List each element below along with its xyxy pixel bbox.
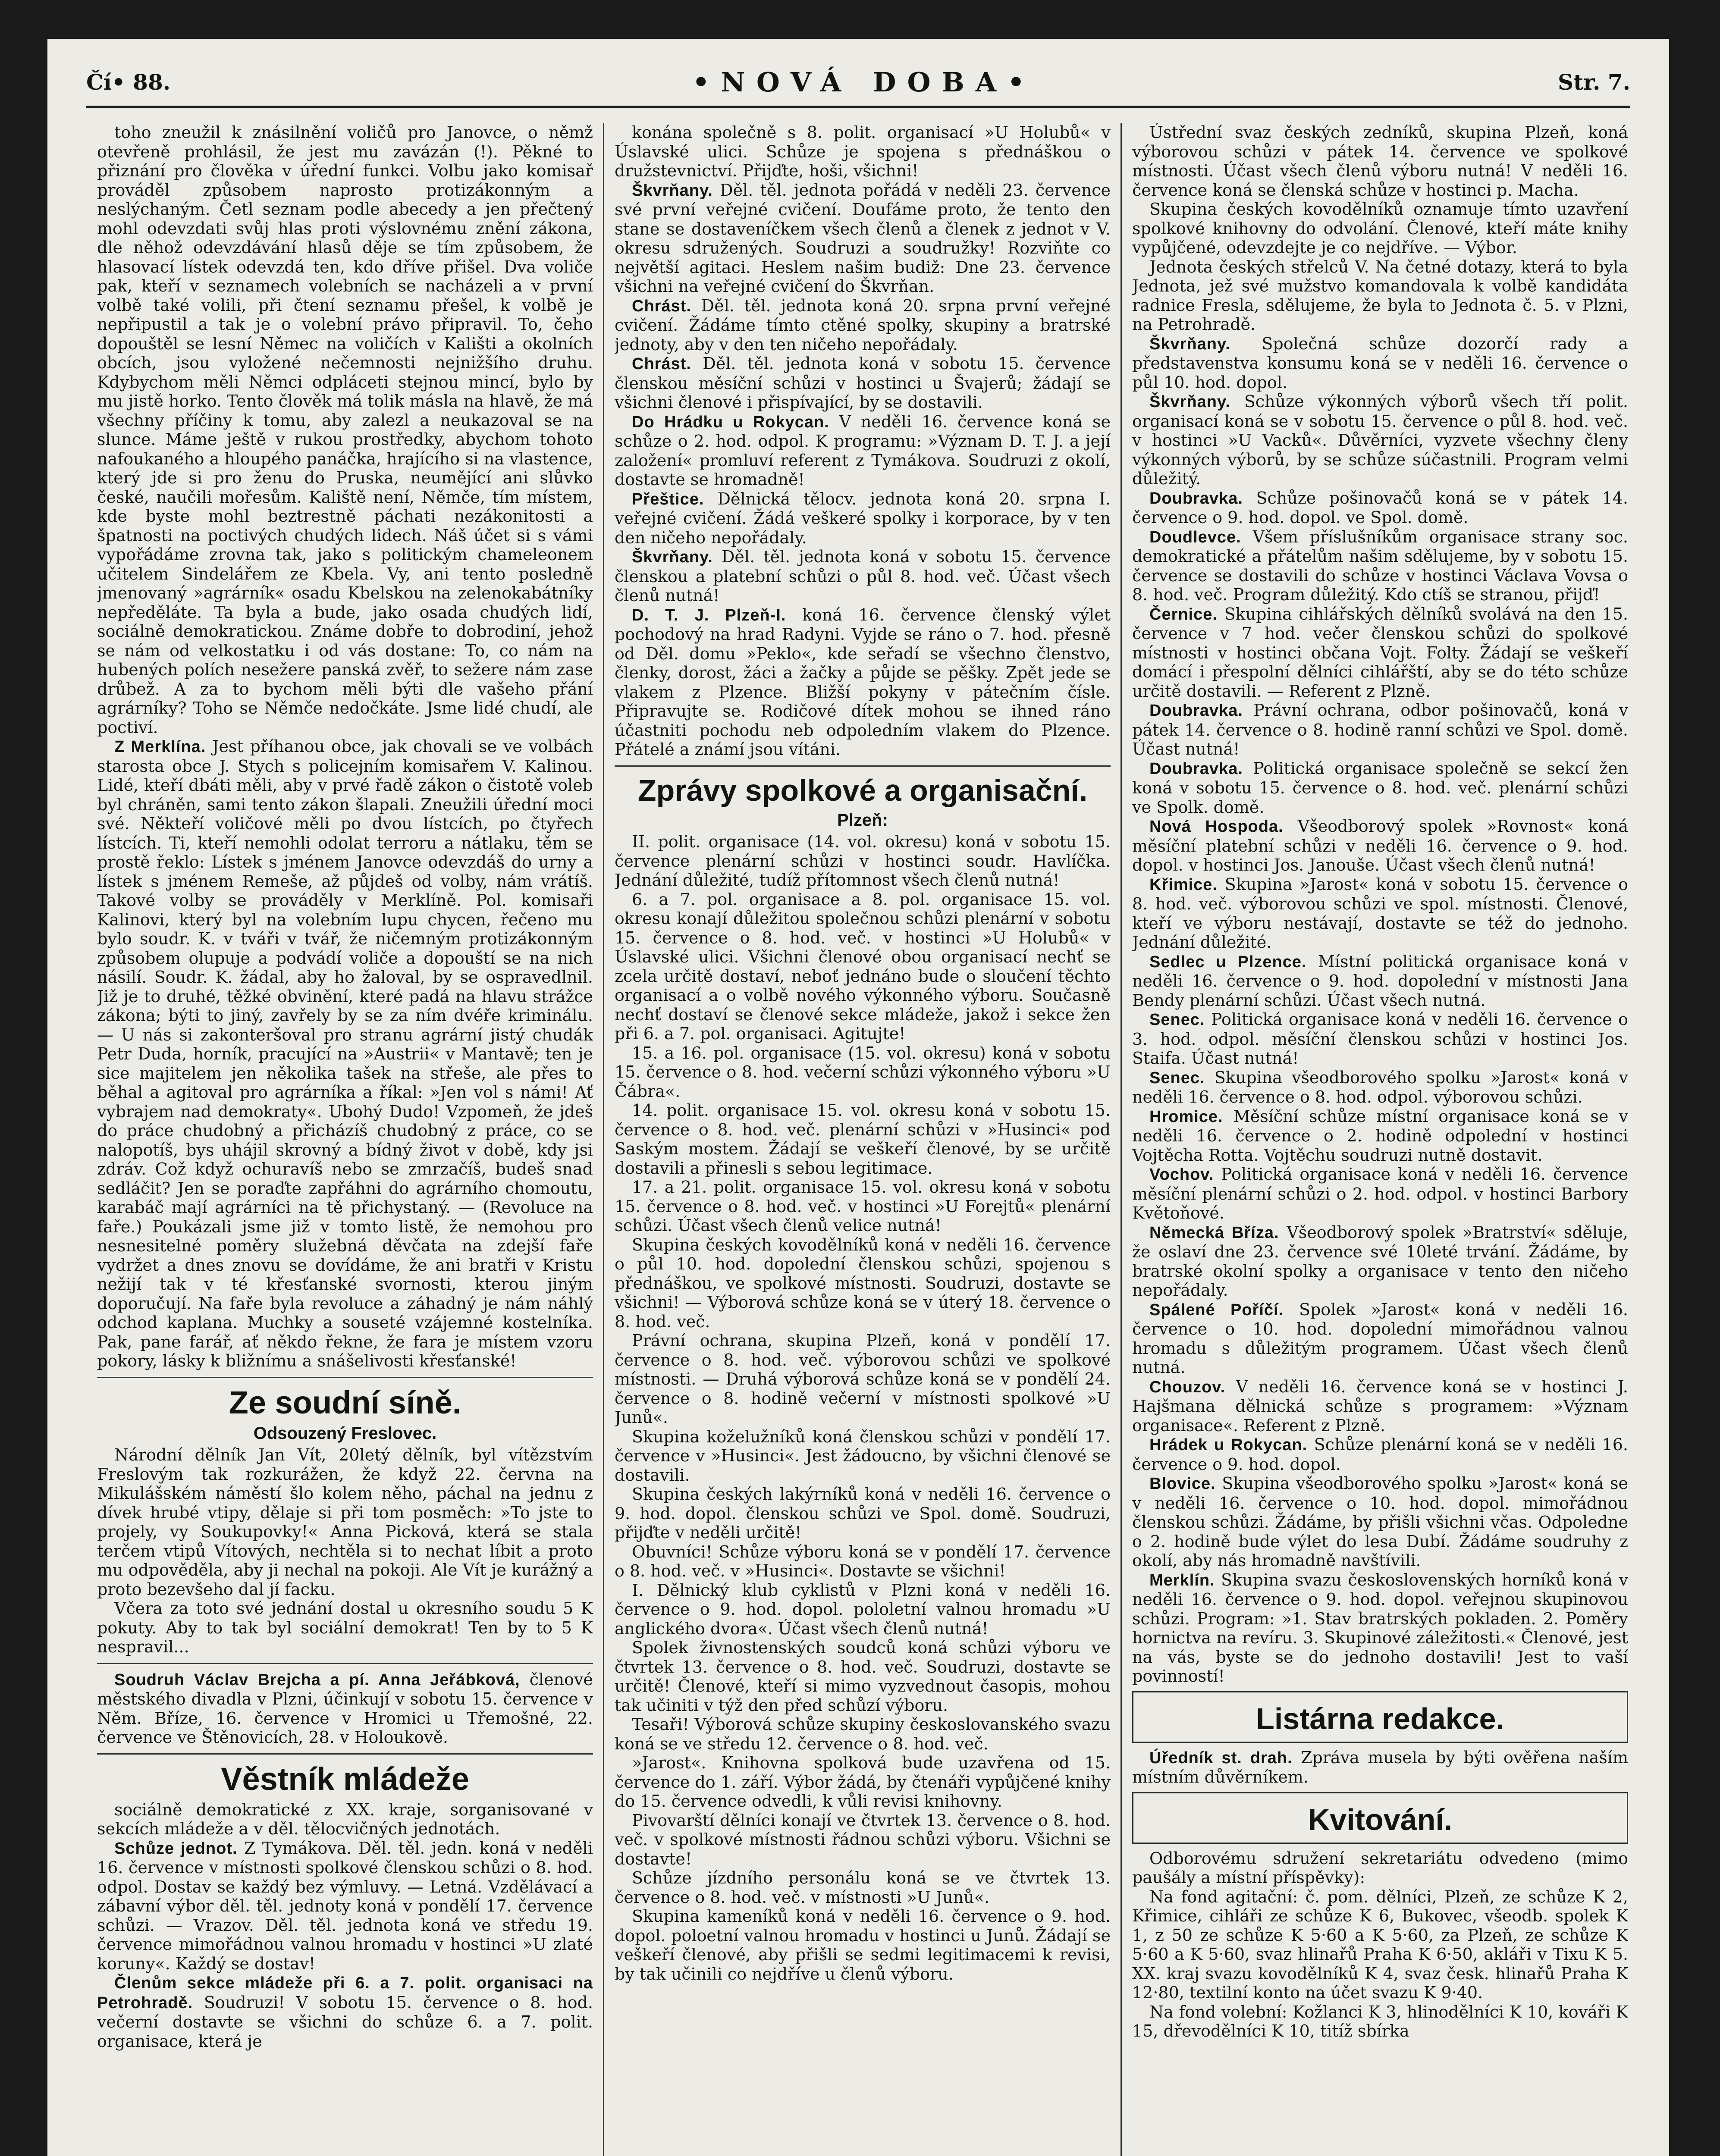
- article-text: Schůze jízdního personálu koná se ve čtvrtek 13. července o 8. hod. več. v místnosti »U Junů«.: [615, 1868, 1111, 1907]
- article-text: Politická organisace koná v neděli 16. července o 3. hod. odpol. měsíční členskou schůzi v hostinci Jos. Staifa. Účast nutná!: [1132, 1010, 1628, 1068]
- column-rule: [1121, 123, 1122, 2156]
- article-heading: Doubravka.: [1149, 759, 1243, 778]
- issue-number: Čí• 88.: [86, 69, 171, 95]
- article-paragraph: [1132, 1010, 1628, 1068]
- article-paragraph: [615, 354, 1111, 412]
- article-text: Všeodborový spolek »Bratrství« sděluje, že oslaví dne 23. července své 10leté trvání. Žádáme, by bratrské okolní spolky a organisace v tento den ničeho nepořádaly.: [1132, 1222, 1628, 1300]
- article-paragraph: [1132, 334, 1628, 392]
- article-paragraph: [615, 181, 1111, 296]
- article-paragraph: [1132, 1377, 1628, 1435]
- article-text: Právní ochrana, odbor pošinovačů, koná v pátek 14. července o 8. hodině ranní schůzi ve Spol. domě. Účast nutná!: [1132, 701, 1628, 758]
- divider: [97, 1377, 593, 1378]
- article-heading: Senec.: [1149, 1069, 1205, 1087]
- article-heading: Senec.: [1149, 1011, 1205, 1029]
- article-text: Dělnická tělocv. jednota koná 20. srpna I. veřejné cvičení. Žádá veškeré spolky i korporace, by v ten den ničeho nepořádaly.: [615, 489, 1111, 547]
- section-title: Ze soudní síně.: [229, 1384, 461, 1420]
- article-heading: Merklín.: [1149, 1571, 1215, 1589]
- section-box: [1132, 1691, 1628, 1743]
- section-subtitle: Odsouzený Freslovec.: [253, 1423, 437, 1443]
- article-text: Schůze výkonných výborů všech tří polit. organisací koná se v sobotu 15. července o půl 8. hod. več. v hostinci »U Vacků«. Důvěrníci, vyzvete všechny členy výkonných výborů, by se schůze súčastnili. Program velmi důležitý.: [1132, 392, 1628, 488]
- page-number: Str. 7.: [1558, 69, 1630, 95]
- article-text: Jednota českých střelců V. Na četné dotazy, která to byla Jednota, jež své mužstvo komandovala k volbě kandidáta radnice Fresla, sdělujeme, že byla to Jednota č. 5. v Plzni, na Petrohradě.: [1132, 257, 1628, 334]
- article-paragraph: [97, 1973, 593, 2051]
- article-text: Na fond agitační: č. pom. dělníci, Plzeň, ze schůze K 2, Křimice, cihláři ze schůze K 6, Bukovec, všeodb. spolek K 1, z 50 ze schůze K 5·60 a K 5·60, za Plzeň, ze schůze K 5·60 a K 5·60, svaz hlinařů Praha K 6·50, akláři v Tixu K 5. XX. kraj svazu kovodělníků K 4, svaz česk. hlinařů Praha K 12·80, textilní konto na účet svazu K 9·40.: [1132, 1887, 1628, 2002]
- article-text: V neděli 16. července koná se v hostinci J. Hajšmana dělnická schůze s programem: »Význam organisace«. Referent z Plzně.: [1132, 1377, 1628, 1435]
- article-heading: Hromice.: [1149, 1107, 1223, 1126]
- article-heading: Chrást.: [632, 355, 691, 373]
- article-text: Skupina cihlářských dělníků svolává na den 15. července v 7 hod. večer členskou schůzi do spolkové místnosti v hostinci občana Vojt. Folty. Žádají se veškeří domácí i přespolní dělníci cihlářští, aby se do této schůze určitě dostavili. — Referent z Plzně.: [1132, 604, 1628, 701]
- article-text: členové městského divadla v Plzni, účinkují v sobotu 15. července v Něm. Bříze, 16. července v Hromici u Třemošné, 22. července ve Štěnovicích, 28. v Holoukově.: [97, 1670, 593, 1747]
- article-paragraph: [1132, 1570, 1628, 1686]
- column-rule: [603, 123, 604, 2156]
- article-heading: Členům sekce mládeže při 6. a 7. polit. organisaci na Petrohradě.: [97, 1974, 593, 2012]
- newspaper-page: [47, 39, 1669, 2156]
- article-paragraph: [615, 489, 1111, 548]
- article-text: Společná schůze dozorčí rady a představenstva konsumu koná se v neděli 16. července o půl 10. hod. dopol.: [1132, 334, 1628, 392]
- section-box: [1132, 1792, 1628, 1844]
- divider: [97, 1753, 593, 1755]
- article-heading: Vochov.: [1149, 1166, 1214, 1184]
- article-paragraph: [1132, 759, 1628, 817]
- article-heading: Přeštice.: [632, 490, 704, 508]
- article-text: Jest příhanou obce, jak chovali se ve volbách starosta obce J. Stych s policejním komisařem V. Kalinou. Lidé, kteří dbáti měli, aby v prvé řadě zákon o čistotě voleb byl chráněn, sami tento zákon šlapali. Zneužili úřední moci své. Někteří voličové měli po dvou lístcích, po čtyřech lístcích. Ti, kteří nemohli odolat terroru a nátlaku, těm se prostě řeklo: Lístek s jménem Janovce odevzdáš do urny a lístek s jménem Remeše, až půjdeš od volby, nám vrátíš. Takové volby se prováděly v Merklíně. Pol. komisaři Kalinovi, který byl na volebním lupu chycen, řečeno mu bylo soudr. K. v tváři v tvář, že ničemným protizákonným způsobem olupuje a podvádí voliče a dopouští se na nich násilí. Soudr. K. žádal, aby ho žaloval, by se ospravedlnil. Již je to druhé, těžké obvinění, které padá na hlavu strážce zákona; býti to jiný, zavřely by se za ním dvéře kriminálu. — U nás si zakonteršoval pro stranu agrární jistý chudák Petr Duda, horník, pracující na »Austrii« v Mantavě; ten je sice majitelem jen několika tašek na střeše, ale přes to běhal a agitoval pro agrárníka a říkal: »Jen vol s námi! Ať vybrajem nad demokraty«. Ubohý Dudo! Vzpomeň, že jdeš do práce chudobný a přicházíš chudobný z práce, co se nalopotíš, bys uhájil skrovný a bídný život v době, kdy jsi zdráv. Což když ochuravíš nebo se zmrzačíš, budeš snad sedláčit? Jen se poraďte zapřáhni do agrárního chomoutu, karabáč mají agrárníci na tě přichystaný. — (Revoluce na faře.) Poukázali jsme již v tomto listě, že nemohou pro nesnesitelné poměry služebná děvčata na zdejší faře vydržet a dnes znovu se dovídáme, že ani bratři v Kristu nežijí tak v té křesťanské svornosti, kterou jiným doporučují. Na faře byla revoluce a záhadný je nám náhlý odchod kaplana. Muchky a souseté vzájemné kostelníka. Pak, pane farář, ať někdo řekne, že fara je místem vzoru pokory, lásky k bližnímu a snášelivosti křesťanské!: [97, 737, 593, 1370]
- article-text: Všeodborový spolek »Rovnost« koná měsíční platební schůzi v neděli 16. července o 9. hod. dopol. v hostinci Jos. Janouše. Účast všech členů nutná!: [1132, 817, 1628, 874]
- article-text: Tesaři! Výborová schůze skupiny českoslovanského svazu koná se ve středu 12. července o 8. hod. več.: [615, 1715, 1111, 1753]
- article-text: sociálně demokratické z XX. kraje, sorganisované v sekcích mládeže a v děl. tělocvičných jednotách.: [97, 1800, 593, 1838]
- article-paragraph: [1132, 1435, 1628, 1474]
- article-text: Ústřední svaz českých zedníků, skupina Plzeň, koná výborovou schůzi v pátek 14. července ve spolkové místnosti. Účast všech členů výboru nutná! V neděli 16. července koná se členská schůze v hostinci p. Macha.: [1132, 123, 1628, 200]
- article-text: Pivovarští dělníci konají ve čtvrtek 13. července o 8. hod. več. v spolkové místnosti řádnou schůzi výboru. Všichni se dostavte!: [615, 1811, 1111, 1868]
- article-text: Skupina svazu československých horníků koná v neděli 16. července o 9. hod. dopol. veřejnou skupinovou schůzi. Program: »1. Stav bratrských pokladen. 2. Poměry hornictva na revíru. 3. Skupinové záležitosti.« Členové, jest na vás, byste se do jednoho dostavili! Jest to vaší povinností!: [1132, 1570, 1628, 1686]
- article-text: Schůze plenární koná se v neděli 16. července o 9. hod. dopol.: [1132, 1435, 1628, 1474]
- article-text: Děl. těl. jednota koná v sobotu 15. července členskou měsíční schůzi v hostinci u Švajerů; žádají se všichni členové i přispívající, by se dostavili.: [615, 354, 1111, 412]
- article-paragraph: [615, 605, 1111, 759]
- article-text: Skupina všeodborového spolku »Jarost« koná se v neděli 16. července o 10. hod. dopol. mimořádnou členskou schůzi. Žádáme, by přišli všichni včas. Odpoledne o 2. hodině bude výlet do lesa Dubí. Žádáme soudruhy z okolí, aby nás hromadně navštívili.: [1132, 1474, 1628, 1570]
- article-paragraph: [1132, 1300, 1628, 1377]
- article-paragraph: [1132, 875, 1628, 952]
- article-text: Na fond volební: Kožlanci K 3, hlinodělníci K 10, kováři K 15, dřevodělníci K 10, titíž sbírka: [1132, 2002, 1628, 2040]
- article-heading: Černice.: [1149, 605, 1218, 624]
- article-text: I. Dělnický klub cyklistů v Plzni koná v neděli 16. července o 9. hod. dopol. pololetní valnou hromadu »U anglického dvora«. Účast všech členů nutná!: [615, 1580, 1111, 1638]
- article-text: Národní dělník Jan Vít, 20letý dělník, byl vítězstvím Freslovým tak rozkurážen, že když 22. června na Mikulášském náměstí šlo kolem něho, páchal na jednu z dívek hrubé vtipy, dělaje si při tom posměch: »To jste to projely, vy Soukupovky!« Anna Picková, která se stala terčem vtipů Vítových, nechtěla si to nechat líbit a proto mu odpověděla, aby ji nechal na pokoji. Ale Vít je kurážný a proto bezevšeho dal jí facku.: [97, 1445, 593, 1599]
- article-heading: Soudruh Václav Brejcha a pí. Anna Jeřábková,: [114, 1670, 520, 1689]
- article-heading: Hrádek u Rokycan.: [1149, 1436, 1308, 1454]
- article-text: Skupina českých kovodělníků koná v neděli 16. července o půl 10. hod. dopolední členskou schůzi, spojenou s přednáškou, ve spolkové místnosti. Soudruzi, dostavte se všichni! — Výborová schůze koná se v úterý 18. července o 8. hod. več.: [615, 1235, 1111, 1331]
- article-text: Právní ochrana, skupina Plzeň, koná v pondělí 17. července o 8. hod. več. výborovou schůzi ve spolkové místnosti. — Druhá výborová schůze koná se v pondělí 24. července o 8. hodině večerní v místnosti spolkové »U Junů«.: [615, 1331, 1111, 1427]
- article-text: Soudruzi! V sobotu 15. července o 8. hod. večerní dostavte se všichni do schůze 6. a 7. polit. organisace, která je: [97, 1993, 593, 2051]
- article-paragraph: [97, 737, 593, 1371]
- article-heading: Doubravka.: [1149, 702, 1243, 720]
- article-paragraph: [1132, 605, 1628, 701]
- article-paragraph: [1132, 527, 1628, 605]
- article-heading: Sedlec u Plzence.: [1149, 953, 1307, 971]
- article-text: Děl. těl. jednota koná v sobotu 15. července členskou a platební schůzi o půl 8. hod. več. Účast všech členů nutná!: [615, 547, 1111, 605]
- article-paragraph: [1132, 1165, 1628, 1223]
- column-2: [615, 123, 1111, 2156]
- article-paragraph: [1132, 952, 1628, 1010]
- article-paragraph: [97, 1839, 593, 1974]
- article-heading: Úředník st. drah.: [1149, 1749, 1293, 1767]
- article-paragraph: [615, 296, 1111, 354]
- article-heading: Škvrňany.: [632, 548, 713, 566]
- article-text: II. polit. organisace (14. vol. okresu) koná v sobotu 15. července plenární schůzi v hostinci soudr. Havlíčka. Jednání důležité, tudíž přítomnost všech členů nutná!: [615, 832, 1111, 890]
- article-paragraph: [1132, 1107, 1628, 1165]
- section-title: Zprávy spolkové a organisační.: [637, 773, 1088, 807]
- article-text: konána společně s 8. polit. organisací »U Holubů« v Úslavské ulici. Schůze je spojena s přednáškou o družstevnictví. Přijďte, hoši, všichni!: [615, 123, 1111, 180]
- article-paragraph: [1132, 1223, 1628, 1300]
- article-text: Spolek »Jarost« koná v neděli 16. července o 10. hod. dopolední mimořádnou valnou hromadu s důležitým programem. Účast všech členů nutná.: [1132, 1300, 1628, 1377]
- section-subtitle: Plzeň:: [837, 810, 888, 830]
- article-text: Měsíční schůze místní organisace koná se v neděli 16. července o 2. hodině odpolední v hostinci Vojtěcha Rotta. Vojtěchu soudruzi nutně dostavit.: [1132, 1106, 1628, 1165]
- article-heading: Škvrňany.: [632, 181, 713, 200]
- divider: [97, 1663, 593, 1664]
- article-text: Skupina kameníků koná v neděli 16. července o 9. hod. dopol. poloetní valnou hromadu v hostinci u Junů. Žádají se veškeří členové, aby přišli se sedmi legitimacemi k revisi, by tak učinili co nejdříve u členů výboru.: [615, 1907, 1111, 1984]
- article-paragraph: [97, 1670, 593, 1747]
- article-text: Včera za toto své jednání dostal u okresního soudu 5 K pokuty. Aby to tak byl sociální demokrat! Ten by to 5 K nespravil...: [97, 1599, 593, 1656]
- page-header: [86, 58, 1630, 108]
- article-text: 14. polit. organisace 15. vol. okresu koná v sobotu 15. července o 8. hod. več. plenární schůzi v »Husinci« pod Saským mostem. Žádají se veškeří členové, by se určitě dostavili a přinesli s sebou legitimace.: [615, 1101, 1111, 1178]
- article-text: Z Tymákova. Děl. těl. jedn. koná v neděli 16. července v místnosti spolkové členskou schůzi o 8. hod. odpol. Dostav se každý bez výmluvy. — Letná. Vzdělávací a zábavní výbor děl. těl. jednoty koná v pondělí 17. července schůzi. — Vrazov. Děl. těl. jednota koná ve středu 19. července mimořádnou valnou hromadu v hostinci »U zlaté koruny«. Každý se dostav!: [97, 1838, 593, 1973]
- article-text: Děl. těl. jednota pořádá v neděli 23. července své první veřejné cvičení. Doufáme proto, že tento den stane se dostaveníčkem všech členů a členek z jednot v V. okresu sdružených. Soudruzi a soudružky! Rozviňte co největší agitaci. Heslem našim budiž: Dne 23. července všichni na veřejné cvičení do Škvrňan.: [615, 180, 1111, 296]
- article-heading: Škvrňany.: [1149, 393, 1230, 411]
- article-paragraph: [1132, 1068, 1628, 1107]
- article-text: koná 16. července členský výlet pochodový na hrad Radyni. Vyjde se ráno o 7. hod. přesně od Děl. domu »Peklo«, kde seřadí se všechno členstvo, členky, dorost, žáci a žačky a půjde se pěšky. Zpět jede se vlakem z Plzence. Bližší pokyny v pátečním čísle. Připravujte se. Rodičové dítek mohou se ihned ráno účastniti pochodu neb odpoledním vlakem do Plzence. Přátelé a známí jsou vítáni.: [615, 605, 1111, 759]
- article-paragraph: [1132, 817, 1628, 875]
- article-heading: Do Hrádku u Rokycan.: [632, 413, 829, 431]
- article-text: »Jarost«. Knihovna spolková bude uzavřena od 15. července do 1. září. Výbor žádá, by čtenáři vypůjčené knihy do 15. července odvedli, k vůli revisi knihovny.: [615, 1753, 1111, 1811]
- column-1: [97, 123, 593, 2156]
- article-text: Obuvníci! Schůze výboru koná se v pondělí 17. července o 8. hod. več. v »Husinci«. Dostavte se všichni!: [615, 1542, 1111, 1580]
- article-text: Politická organisace koná v neděli 16. července měsíční plenární schůzi o 2. hod. odpol. v hostinci Barbory Květoňové.: [1132, 1165, 1628, 1222]
- article-text: Skupina »Jarost« koná v sobotu 15. července o 8. hod. več. výborovou schůzi ve spol. místnosti. Členové, kteří ve výboru nestávají, dostavte se též do jednoho. Jednání důležité.: [1132, 874, 1628, 952]
- article-text: Spolek živnostenských soudců koná schůzi výboru ve čtvrtek 13. července o 8. hod. več. Soudruzi, dostavte se určitě! Členové, kteří si mimo vyzvednout časopis, mohou tak učiniti v týž den před schůzí výboru.: [615, 1638, 1111, 1715]
- article-paragraph: [1132, 489, 1628, 527]
- article-heading: Chrást.: [632, 297, 691, 315]
- article-paragraph: [1132, 1748, 1628, 1787]
- article-text: Zpráva musela by býti ověřena naším místním důvěrníkem.: [1132, 1748, 1628, 1786]
- article-heading: Německá Bříza.: [1149, 1223, 1279, 1242]
- section-title: Kvitování.: [1308, 1802, 1453, 1836]
- article-text: 17. a 21. polit. organisace 15. vol. okresu koná v sobotu 15. července o 8. hod. več. v hostinci »U Forejtů« plenární schůzi. Účast všech členů velice nutná!: [615, 1178, 1111, 1235]
- article-heading: Škvrňany.: [1149, 335, 1230, 353]
- section-title: Věstník mládeže: [221, 1761, 469, 1797]
- article-text: Skupina všeodborového spolku »Jarost« koná v neděli 16. července o 8. hod. odpol. výborovou schůzi.: [1132, 1068, 1628, 1106]
- article-paragraph: [615, 412, 1111, 489]
- article-paragraph: [615, 547, 1111, 605]
- column-3: [1132, 123, 1628, 2156]
- article-heading: Z Merklína.: [114, 738, 206, 756]
- article-heading: Nová Hospoda.: [1149, 818, 1284, 836]
- article-heading: D. T. J. Plzeň-I.: [632, 606, 786, 624]
- section-title: Listárna redakce.: [1256, 1702, 1504, 1736]
- article-text: Všem příslušníkům organisace strany soc. demokratické a přátelům našim sdělujeme, by v sobotu 15. července se dostavili do schůze v hostinci Václava Vovsa o 8. hod. več. Program důležitý. Kdo ctíš se stranou, přijď!: [1132, 527, 1628, 604]
- article-text: Skupina českých kovodělníků oznamuje tímto uzavření spolkové knihovny do odvolání. Členové, kteří máte knihy vypůjčené, odevzdejte je co nejdříve. — Výbor.: [1132, 200, 1628, 257]
- article-text: V neděli 16. července koná se schůze o 2. hod. odpol. K programu: »Význam D. T. J. a její založení« promluví referent z Tymákova. Soudruzi z okolí, dostavte se hromadně!: [615, 412, 1111, 489]
- article-heading: Křimice.: [1149, 875, 1218, 894]
- article-paragraph: [1132, 1474, 1628, 1570]
- article-text: Místní politická organisace koná v neděli 16. července o 9. hod. dopolední v místnosti Jana Bendy plenární schůzi. Účast všech nutná.: [1132, 952, 1628, 1010]
- article-text: toho zneužil k znásilnění voličů pro Janovce, o němž otevřeně prohlásil, že jest mu zavázán (!). Pěkné to přiznání pro člověka v úřední funkci. Volbu jako komisař prováděl způsobem naprosto protizákonným a neslýchaným. Četl seznam podle abecedy a jen přečtený mohl odevzdati svůj hlas proti výslovnému znění zákona, dle něhož odevzdávání hlasů děje se tím způsobem, že hlasovací lístek odevzdá ten, kdo dříve přišel. Dva voliče pak, kteří v seznamech volebních se nacházeli a v první volbě také volili, při čtení seznamu přešel, k volbě je nepřipustil a tak je o volební právo připravil. To, čeho dopouštěl se lesní Němec na voličích v Kališti a okolních obcích, jsou vyložené nečemnosti nejnižšího druhu. Kdybychom měli Němci odpláceti stejnou mincí, bylo by mu jistě horko. Tento člověk má tolik másla na hlavě, že má všechny příčiny k tomu, aby zalezl a neukazoval se na slunce. Máme ještě v rukou prostředky, abychom tohoto nafoukaného a hloupého panáčka, hrajícího si na vlastence, který jde si pro ženu do Pruska, neumějící ani slůvko české, naučili mořesům. Kaliště není, Němče, tím místem, kde byste mohl beztrestně páchati nezákonitosti a špatnosti na poctivých chudých lidech. Náš účet si s vámi vypořádáme zrovna tak, jako s politickým chameleonem učitelem Sindelářem ze Kbela. Vy, ani tento posledně jmenovaný »agrárník« osadu Kbelskou na zelenokabátníky nepředěláte. Ta byla a bude, jako osada chudých lidí, sociálně demokratickou. Známe dobře to dobrodiní, jehož se nám od velkostatku i od vás dostane: To, co nám na hubených polích nesežere panská zvěř, to sežere nám zase drůbež. A za to bychom měli býti dle vašeho přání agrárníky? Toho se Němče nedočkáte. Jsme lidé chudí, ale poctiví.: [97, 123, 593, 737]
- article-heading: Doudlevce.: [1149, 528, 1241, 546]
- article-text: Děl. těl. jednota koná 20. srpna první veřejné cvičení. Žádáme tímto ctěné spolky, skupiny a bratrské jednoty, aby v den ten ničeho nepořádaly.: [615, 296, 1111, 354]
- article-heading: Spálené Poříčí.: [1149, 1300, 1284, 1319]
- article-text: 15. a 16. pol. organisace (15. vol. okresu) koná v sobotu 15. července o 8. hod. večerní schůzi výkonného výboru »U Čábra«.: [615, 1043, 1111, 1101]
- article-heading: Blovice.: [1149, 1475, 1216, 1493]
- newspaper-title: •NOVÁ DOBA•: [692, 66, 1036, 98]
- article-heading: Doubravka.: [1149, 489, 1243, 508]
- article-text: Odborovému sdružení sekretariátu odvedeno (mimo paušály a místní příspěvky):: [1132, 1849, 1628, 1887]
- article-text: Skupina koželužníků koná členskou schůzi v pondělí 17. července v »Husinci«. Jest žádoucno, by všichni členové se dostavili.: [615, 1427, 1111, 1485]
- article-text: Schůze pošinovačů koná se v pátek 14. července o 9. hod. dopol. ve Spol. domě.: [1132, 488, 1628, 527]
- article-paragraph: [1132, 392, 1628, 489]
- divider: [615, 765, 1111, 767]
- article-heading: Schůze jednot.: [114, 1839, 238, 1858]
- article-text: Politická organisace společně se sekcí žen koná v sobotu 15. července o 8. hod. več. plenární schůzi ve Spolk. domě.: [1132, 758, 1628, 817]
- article-paragraph: [1132, 701, 1628, 759]
- article-text: 6. a 7. pol. organisace a 8. pol. organisace 15. vol. okresu konají důležitou společnou schůzi plenární v sobotu 15. července o 8. hod. več. v hostinci »U Holubů« v Úslavské ulici. Všichni členové obou organisací nechť se zcela určitě dostaví, neboť jednáno bude o sloučení těchto organisací a o volbě nového výkonného výboru. Současně nechť dostaví se členové sekce mládeže, jakož i sekce žen při 6. a 7. pol. organisaci. Agitujte!: [615, 890, 1111, 1043]
- article-heading: Chouzov.: [1149, 1378, 1226, 1396]
- article-text: Skupina českých lakýrníků koná v neděli 16. července o 9. hod. dopol. členskou schůzi ve Spol. domě. Soudruzi, přijďte v neděli určitě!: [615, 1485, 1111, 1542]
